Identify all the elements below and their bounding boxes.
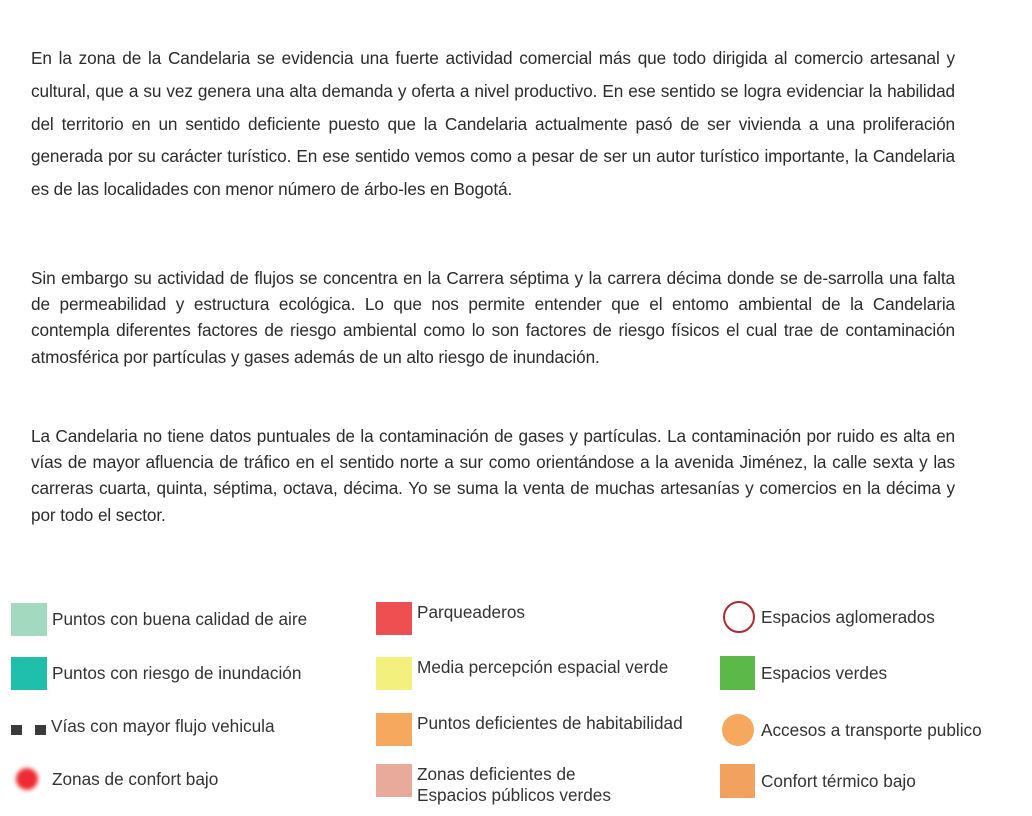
legend-label: Puntos con riesgo de inundación — [52, 663, 302, 683]
swatch-habitability — [376, 713, 412, 746]
swatch-green-perception — [376, 657, 412, 690]
dashed-line-icon — [11, 725, 49, 735]
paragraph-pollution: La Candelaria no tiene datos puntuales de la contaminación de gases y partículas. La contaminación por ruido es alta en vías de mayor afluencia de tráfico en el sentido norte a sur como orientándose a la avenida Jiménez, la calle sexta y las carreras cuarta, quinta, séptima, octava, décima. Yo se suma la venta de muchas artesanías y comercios en la décima y por todo el sector. — [31, 426, 955, 525]
legend-item-green-spaces — [720, 656, 887, 690]
paragraph-intro: En la zona de la Candelaria se evidencia una fuerte actividad comercial más que todo dirigida al comercio artesanal y cultural, que a su vez genera una alta demanda y oferta a nivel productivo. En ese sentido se logra evidenciar la habilidad del territorio en un sentido deficiente puesto que la Candelaria actualmente pasó de ser vivienda a una proliferación generada por su carácter turístico. En ese sentido vemos como a pesar de ser un autor turístico importante, la Candelaria es de las localidades con menor número de árbo-les en Bogotá. — [31, 48, 955, 200]
swatch-parking — [376, 602, 412, 635]
legend-label: Espacios aglomerados — [761, 606, 935, 627]
legend-label: Vías con mayor flujo vehicula — [51, 716, 275, 736]
legend-label: Puntos con buena calidad de aire — [52, 609, 308, 629]
legend-item-public-green — [376, 764, 611, 806]
swatch-public-green — [376, 764, 412, 797]
legend-label: Puntos deficientes de habitabilidad — [417, 713, 683, 733]
legend-item-green-perception — [376, 657, 668, 690]
legend-item-thermal-comfort — [720, 764, 916, 798]
legend-label: Zonas de confort bajo — [52, 768, 219, 789]
swatch-thermal-comfort — [720, 764, 755, 798]
swatch-flood-risk — [11, 657, 47, 690]
legend-label-line: Espacios públicos verdes — [417, 785, 611, 805]
swatch-green-spaces — [720, 656, 755, 690]
legend-item-low-comfort — [16, 768, 218, 790]
legend-label: Parqueaderos — [417, 602, 525, 622]
legend-label-line: Zonas deficientes de — [417, 764, 576, 784]
paragraph-flows: Sin embargo su actividad de flujos se concentra en la Carrera séptima y la carrera décima donde se de-sarrolla una falta de permeabilidad y estructura ecológica. Lo que nos permite entender que el entomo ambiental de la Candelaria contempla diferentes factores de riesgo ambiental como lo son factores de riesgo físicos el cual trae de contaminación atmosférica por partículas y gases además de un alto riesgo de inundación. — [31, 268, 955, 367]
legend-label — [417, 764, 611, 806]
legend-item-traffic-roads — [11, 716, 275, 737]
legend-label: Accesos a transporte publico — [761, 719, 982, 740]
legend-label: Media percepción espacial verde — [417, 657, 669, 677]
legend-item-parking — [376, 602, 525, 635]
legend-item-air-quality — [11, 603, 307, 636]
circle-outline-icon — [723, 601, 755, 633]
legend-item-flood-risk — [11, 657, 301, 690]
legend-item-habitability — [376, 713, 683, 746]
blur-dot-icon — [16, 768, 38, 790]
transit-circle-icon — [722, 714, 754, 746]
legend-item-transit-access — [722, 714, 982, 746]
legend-item-crowded-spaces — [723, 601, 935, 633]
legend-label: Confort térmico bajo — [761, 770, 916, 791]
legend-label: Espacios verdes — [761, 662, 888, 683]
swatch-air-quality — [11, 603, 47, 636]
